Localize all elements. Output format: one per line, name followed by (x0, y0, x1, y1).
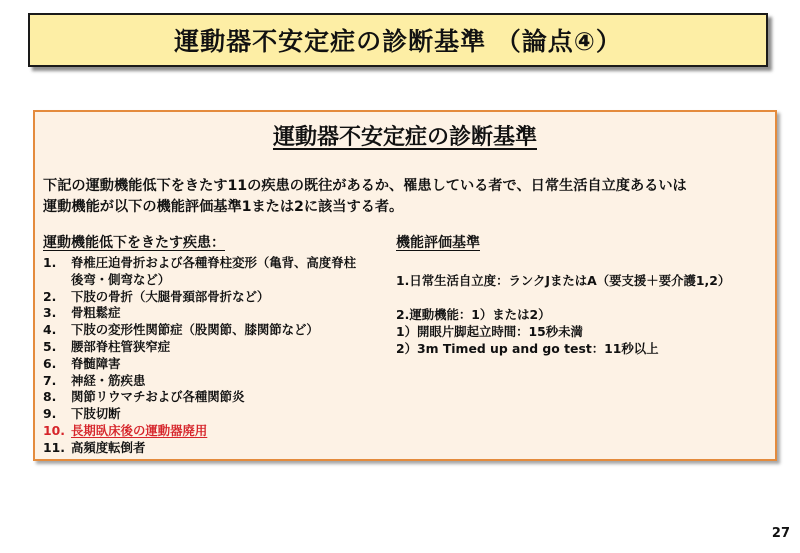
item-number: 3. (43, 305, 57, 321)
item-number: 6. (43, 355, 57, 371)
item-number: 11. (43, 439, 65, 455)
item-text: 関節リウマチおよび各種関節炎 (71, 389, 245, 405)
criteria-column (396, 233, 766, 357)
disease-item-2 (43, 289, 373, 306)
disease-item-5 (43, 339, 373, 356)
item-text: 下肢切断 (71, 406, 121, 422)
disease-item-6 (43, 356, 373, 373)
item-number: 2. (43, 288, 57, 304)
item-number: 1. (43, 255, 57, 270)
item-number: 4. (43, 322, 57, 338)
disease-item-8 (43, 389, 373, 406)
item-number: 9. (43, 406, 57, 422)
item-text: 骨粗鬆症 (71, 305, 121, 321)
item-text: 下肢の骨折（大腿骨頚部骨折など） (71, 288, 270, 304)
disease-item-3 (43, 305, 373, 322)
disease-item-1 (43, 255, 373, 289)
slide-title-box (28, 13, 768, 67)
disease-column (43, 233, 373, 457)
criterion-2: 2.運動機能：1）または2） (396, 307, 551, 322)
item-number: 7. (43, 372, 57, 388)
item-number: 5. (43, 338, 57, 354)
disease-item-7 (43, 373, 373, 390)
item-text: 脊椎圧迫骨折および各種脊柱変形（亀背、高度脊柱 後弯・側弯など） (71, 255, 356, 287)
intro-line-2: 運動機能が以下の機能評価基準1または2に該当する者。 (43, 199, 404, 215)
intro-line-1: 下記の運動機能低下をきたす11の疾患の既往があるか、罹患している者で、日常生活自立度あるいは (43, 178, 687, 194)
slide-title: 運動器不安定症の診断基準 （論点④） (174, 27, 622, 56)
item-text: 高頻度転倒者 (71, 439, 146, 455)
intro-text (43, 176, 763, 218)
criterion-2-sub-2: 2）3m Timed up and go test：11秒以上 (396, 341, 659, 356)
page-number: 27 (771, 526, 790, 541)
disease-list (43, 255, 373, 457)
disease-item-10-highlighted (43, 423, 373, 440)
panel-heading: 運動器不安定症の診断基準 (272, 125, 537, 150)
item-text: 長期臥床後の運動器廃用 (71, 422, 208, 438)
item-text: 腰部脊柱管狭窄症 (71, 338, 171, 354)
item-number: 8. (43, 389, 57, 405)
criteria-heading: 機能評価基準 (396, 235, 480, 251)
item-number: 10. (43, 422, 65, 438)
item-text: 脊髄障害 (71, 355, 121, 371)
item-text: 下肢の変形性関節症（股関節、膝関節など） (71, 322, 319, 338)
disease-heading: 運動機能低下をきたす疾患： (43, 235, 225, 251)
disease-item-11 (43, 440, 373, 457)
criterion-1: 1.日常生活自立度：ランクJまたはA（要支援＋要介護1,2） (396, 273, 731, 288)
item-text: 神経・筋疾患 (71, 372, 146, 388)
criterion-2-sub-1: 1）開眼片脚起立時間：15秒未満 (396, 324, 583, 339)
disease-item-9 (43, 406, 373, 423)
criteria-panel (33, 110, 777, 461)
disease-item-4 (43, 322, 373, 339)
